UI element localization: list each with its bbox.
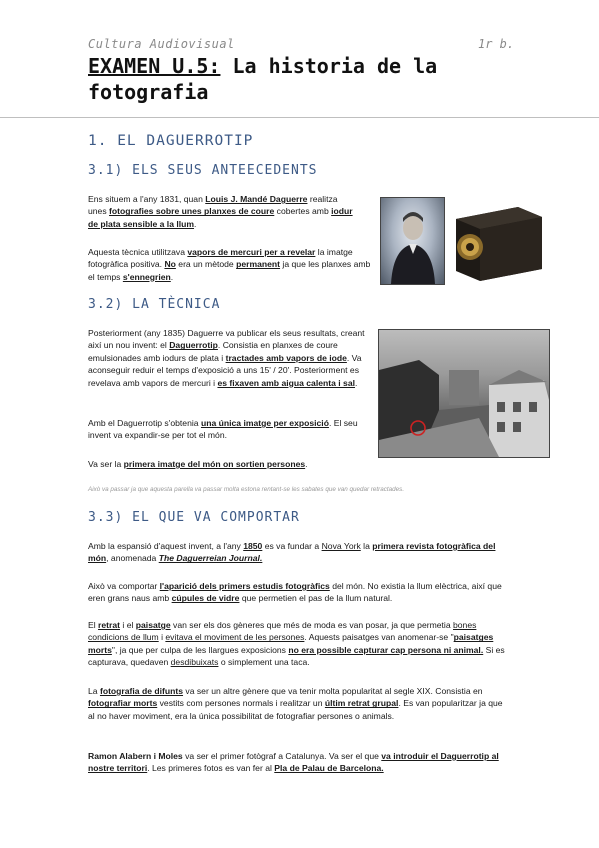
text-run: desdibuixats: [170, 657, 219, 668]
text-run: 1850: [243, 541, 263, 551]
text-run: Això va comportar: [88, 581, 160, 591]
text-run: bones condicions de llum: [88, 620, 477, 643]
title-prefix: EXAMEN U.5:: [88, 54, 221, 78]
text-run: Louis J. Mandé Daguerre: [205, 194, 308, 204]
text-run: La: [88, 686, 100, 696]
title-text: La historia de la fotografia: [88, 54, 438, 104]
text-run: Si es capturava, quedaven: [88, 644, 505, 668]
text-run: la imatge fotogràfica positiva.: [88, 247, 353, 270]
text-run: primera revista fotogràfica del món: [88, 541, 496, 564]
text-run: va introduir el Daguerrotip al nostre territori: [88, 751, 499, 774]
text-run: retrat: [98, 620, 121, 630]
text-run: i el: [120, 620, 136, 630]
subsection-heading-comportar: 3.3) EL QUE VA COMPORTAR: [88, 510, 300, 525]
camera-drawing: [448, 197, 548, 283]
text-run: ", ja que per culpa de les llargues exposicions: [111, 644, 289, 655]
text-run: Aquesta tècnica utilitzava: [88, 247, 188, 257]
text-run: . Es van popularitzar ja que al no haver moviment, era la única possibilitat de fotografiar persones o animals.: [88, 698, 503, 721]
paragraph-comportar-5: [88, 750, 508, 775]
boulevard-street-image: [378, 329, 550, 458]
text-run: . Aquests paisatges van anomenar-se ": [304, 632, 454, 643]
text-run: i: [158, 632, 166, 643]
text-run: Amb la espansió d'aquest invent, a l'any: [88, 541, 244, 551]
text-run: fotografies sobre unes planxes de coure: [109, 206, 275, 217]
text-run: Daguerrotip: [169, 340, 218, 351]
text-run: evitava el moviment de les persones: [165, 632, 305, 643]
text-run: . Va aconseguir reduir el temps d'exposició a uns 15' / 20'. Posteriorment es revelava amb vapors de mercuri i: [88, 352, 362, 388]
course-name: Cultura Audiovisual: [88, 37, 235, 51]
text-run: permanent: [236, 259, 281, 270]
text-run: van ser els dos gèneres que més de moda es van posar, ja que permetia: [170, 620, 453, 630]
text-run: cúpules de vidre: [171, 593, 240, 604]
text-run: últim retrat grupal: [324, 698, 399, 709]
paragraph-antecedents-2: [88, 246, 372, 283]
text-run: realitza unes: [88, 194, 338, 217]
paragraph-antecedents-1: [88, 193, 358, 230]
text-run: Ens situem a l'any 1831, quan: [88, 194, 206, 204]
text-run: la: [360, 541, 373, 551]
text-run: vestits com persones normals i realitzar un: [157, 698, 325, 709]
subsection-heading-tecnica: 3.2) LA TÈCNICA: [88, 297, 221, 312]
text-run: l'aparició dels primers estudis fotogràfics: [159, 581, 330, 591]
text-run: va ser un altre gènere que va tenir molta popularitat al segle XIX. Consistia en: [183, 686, 483, 696]
street-scene: [379, 330, 549, 457]
text-run: es va fundar a: [262, 541, 322, 551]
text-run: Ramon Alabern i Moles: [88, 751, 183, 761]
paragraph-tecnica-1: [88, 327, 370, 389]
text-run: tractades amb vapors de iode: [225, 352, 347, 363]
text-run: . El seu invent va expandir-se per tot el món.: [88, 418, 358, 441]
paragraph-tecnica-3: [88, 458, 370, 470]
text-run: cobertes amb: [274, 206, 332, 217]
text-run: va ser el primer fotògraf a Catalunya. Va ser el que: [182, 751, 382, 761]
paragraph-comportar-4: [88, 685, 508, 722]
section-heading-daguerrotip: 1. EL DAGUERROTIP: [88, 133, 254, 149]
page-title: [88, 53, 518, 105]
text-run: . Consistia en planxes de coure emulsionades amb iodurs de plata i: [88, 340, 338, 363]
text-run: ja que les planxes amb el temps: [88, 259, 371, 282]
text-run: Nova York: [321, 541, 361, 551]
text-run: .: [194, 218, 197, 229]
paragraph-comportar-3: [88, 619, 508, 669]
text-run: .: [355, 377, 358, 388]
paragraph-comportar-1: [88, 540, 508, 565]
text-run: , anomenada: [106, 553, 159, 564]
text-run: s'ennegrien: [122, 271, 171, 282]
text-run: o simplement una taca.: [218, 657, 310, 668]
text-run: Posteriorment (any 1835) Daguerre va publicar els seus resultats, creant així un nou invent: el: [88, 328, 365, 351]
portrait-figure: [381, 198, 444, 284]
text-run: fotografiar morts: [88, 698, 158, 709]
text-run: The Daguerreian Journal.: [158, 553, 263, 564]
text-run: es fixaven amb aigua calenta i sal: [217, 377, 356, 388]
text-run: .: [170, 271, 174, 282]
subsection-heading-antecedents: 3.1) ELS SEUS ANTEECEDENTS: [88, 163, 318, 178]
daguerre-portrait-image: [380, 197, 445, 285]
text-run: era un mètode: [175, 259, 237, 270]
text-run: . Les primeres fotos es van fer al: [147, 763, 275, 774]
text-run: No: [164, 259, 176, 270]
header-divider: [0, 117, 599, 118]
text-run: que permetien el pas de la llum natural.: [239, 593, 393, 604]
text-run: Pla de Palau de Barcelona.: [274, 763, 384, 774]
text-run: Amb el Daguerrotip s'obtenia: [88, 418, 201, 428]
text-run: iodur de plata sensible a la llum: [88, 206, 353, 229]
text-run: paisatges morts: [88, 632, 494, 655]
text-run: paisatge: [135, 620, 171, 630]
text-run: una única imatge per exposició: [200, 418, 329, 428]
text-run: no era possible capturar cap persona ni animal.: [288, 644, 484, 655]
text-run: .: [305, 459, 308, 469]
footnote-shoeshine: Això va passar ja que aquesta parella va passar molta estona rentant-se les sabates que van quedar retractades.: [88, 486, 405, 493]
text-run: El: [88, 620, 99, 630]
daguerreotype-camera-image: [448, 197, 548, 283]
text-run: primera imatge del món on sortien persones: [123, 459, 306, 469]
text-run: fotografia de difunts: [99, 686, 184, 696]
text-run: Va ser la: [88, 459, 124, 469]
text-run: del món. No existia la llum elèctrica, així que eren grans naus amb: [88, 581, 502, 604]
class-group: 1r b.: [478, 37, 515, 51]
paragraph-comportar-2: [88, 580, 508, 605]
text-run: vapors de mercuri per a revelar: [187, 247, 316, 257]
paragraph-tecnica-2: [88, 417, 370, 442]
